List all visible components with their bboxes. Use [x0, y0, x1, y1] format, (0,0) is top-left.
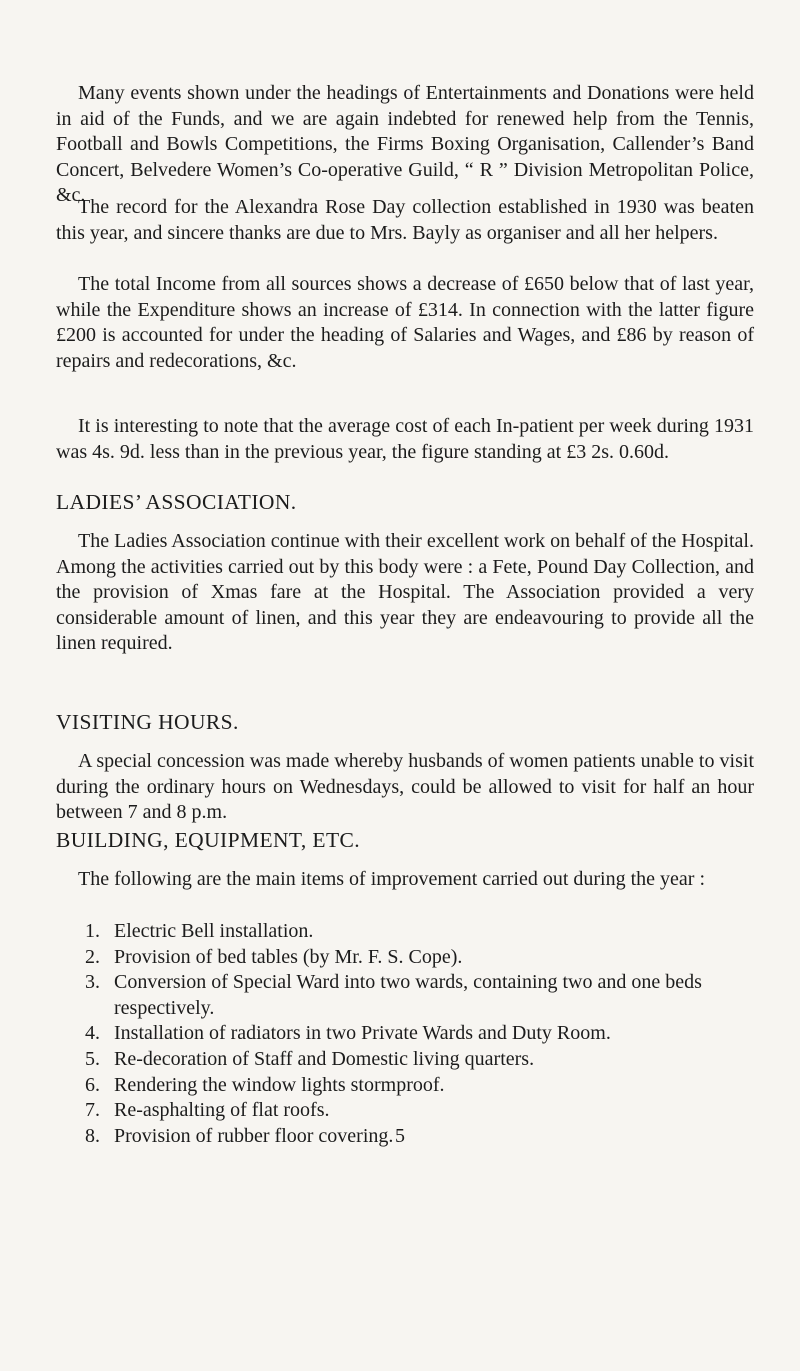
list-item-text: Re-asphalting of flat roofs. [114, 1099, 330, 1122]
list-item-text: Electric Bell installation. [114, 920, 314, 942]
list-item-number: 6. [85, 1073, 100, 1096]
list-item-number: 2. [85, 945, 100, 968]
heading-ladies-association: LADIES’ ASSOCIATION. [56, 490, 297, 514]
list-item-number: 1. [85, 920, 100, 942]
list-item-number: 5. [85, 1047, 100, 1070]
paragraph-rose-day: The record for the Alexandra Rose Day collection established in 1930 was beaten this year, and sincere thanks are due to Mrs. Bayly as organiser and all her helpers. [56, 196, 754, 244]
improvement-list [56, 919, 754, 1149]
list-item-text: Rendering the window lights stormproof. [114, 1073, 445, 1096]
list-item-text: Provision of bed tables (by Mr. F. S. Cope). [114, 945, 463, 968]
list-item [56, 1098, 754, 1124]
paragraph-visiting-hours: A special concession was made whereby husbands of women patients unable to visit during the ordinary hours on Wednesdays, could be allowed to visit for half an hour between 7 and 8 p.m. [56, 750, 754, 824]
paragraph-patient-cost: It is interesting to note that the average cost of each In-patient per week during 1931 was 4s. 9d. less than in the previous year, the figure standing at £3 2s. 0.60d. [56, 415, 754, 463]
paragraph-income: The total Income from all sources shows a decrease of £650 below that of last year, while the Expenditure shows an increase of £314. In connection with the latter figure £200 is accounted for under the heading of Salaries and Wages, and £86 by reason of repairs and redecorations, &c. [56, 273, 754, 372]
heading-visiting-hours: VISITING HOURS. [56, 710, 239, 734]
list-item-number: 8. [85, 1124, 100, 1147]
list-item [56, 1073, 754, 1099]
list-item [56, 945, 754, 971]
list-item [56, 1047, 754, 1073]
list-item [56, 919, 754, 945]
list-item [56, 1021, 754, 1047]
list-item-number: 4. [85, 1022, 100, 1045]
list-item-text: Conversion of Special Ward into two wards, containing two and one beds respectively. [114, 971, 702, 1019]
paragraph-building-intro: The following are the main items of improvement carried out during the year : [78, 868, 706, 890]
list-item [56, 970, 754, 1021]
list-item-text: Installation of radiators in two Private Wards and Duty Room. [114, 1022, 611, 1045]
list-item-number: 3. [85, 971, 100, 994]
paragraph-ladies-association: The Ladies Association continue with their excellent work on behalf of the Hospital. Among the activities carried out by this body were : a Fete, Pound Day Collection, and the provision of Xmas fare at the Hospital. The Association provided a very considerable amount of linen, and this year they are endeavouring to provide all the linen required. [56, 530, 754, 655]
page-number: 5 [395, 1125, 405, 1147]
list-item-number: 7. [85, 1099, 100, 1122]
list-item-text: Provision of rubber floor covering. [114, 1124, 394, 1147]
list-item-text: Re-decoration of Staff and Domestic living quarters. [114, 1047, 535, 1070]
heading-building-equipment: BUILDING, EQUIPMENT, ETC. [56, 828, 360, 852]
paragraph-entertainments: Many events shown under the headings of Entertainments and Donations were held in aid of the Funds, and we are again indebted for renewed help from the Tennis, Football and Bowls Competitions, the Firms Boxing Organisation, Callender’s Band Concert, Belvedere Women’s Co-operative Guild, “ R ” Division Metropolitan Police, &c. [56, 82, 754, 207]
